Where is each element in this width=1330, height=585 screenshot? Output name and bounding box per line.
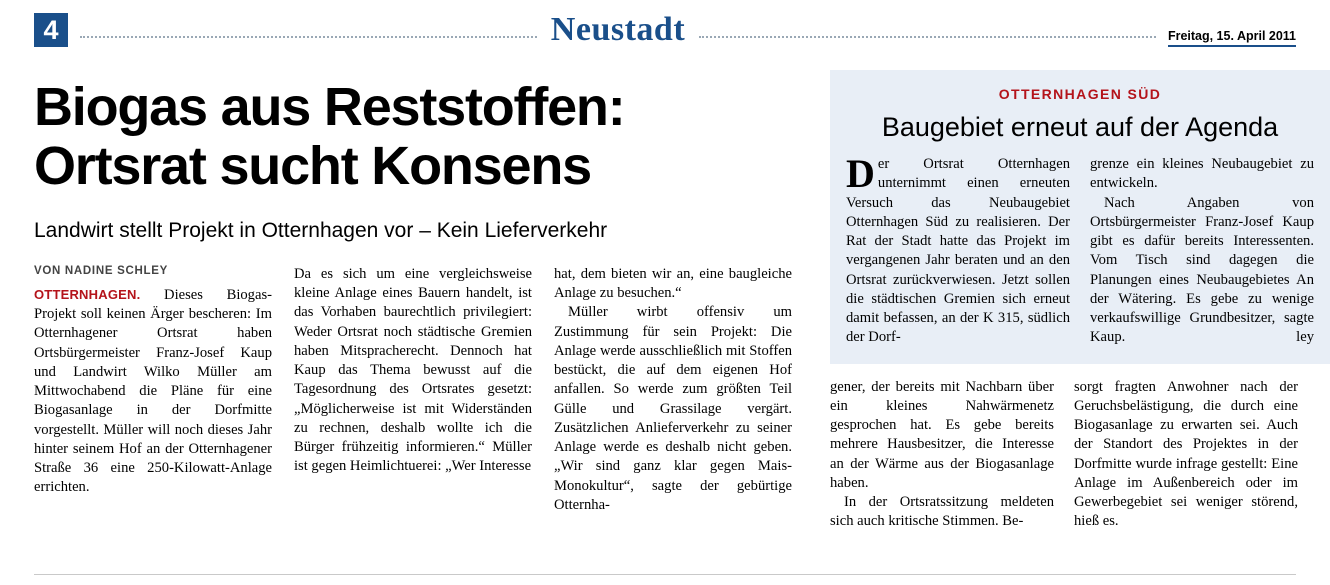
- author-initials: ley: [1296, 329, 1314, 346]
- dotted-rule-left: [80, 35, 537, 38]
- continuation-column-2: [1074, 378, 1298, 532]
- paragraph: sorgt fragten Anwohner nach der Geruchsbelästigung, die durch eine Biogasanlage zu erwarten sei. Auch der Standort des Projektes in der Dorfmitte wurde infrage gestellt: Eine Anlage im Außenbereich oder im Gewerbegebiet sei weniger störend, hieß es.: [1074, 378, 1298, 530]
- masthead: [34, 0, 1296, 60]
- issue-date: Freitag, 15. April 2011: [1168, 29, 1296, 47]
- box-column-1: [846, 151, 1070, 348]
- box-kicker: OTTERNHAGEN SÜD: [998, 86, 1162, 102]
- main-subheadline: Landwirt stellt Projekt in Otternhagen vor – Kein Lieferverkehr: [34, 218, 608, 242]
- box-article: [830, 70, 1330, 364]
- page-bottom-rule: [34, 574, 1296, 575]
- box-headline: Baugebiet erneut auf der Agenda: [881, 112, 1279, 142]
- paragraph: Müller wirbt offensiv um Zustimmung für sein Projekt: Die Anlage werde ausschließlich mit Stoffen bestückt, die auf dem eigenen Hof anfallen. So werde zum größten Teil Gülle und Grassilage vergärt. Zusätzlichen Anlieferverkehr zu seiner Anlage werde es deshalb nicht geben. „Wir sind ganz klar gegen Mais-Monokultur“, sagte der gebürtige Otternha-: [554, 304, 792, 513]
- continuation-columns: [830, 378, 1330, 532]
- article-column-3: [554, 265, 792, 515]
- main-headline-line-1: Biogas aus Reststoffen:: [34, 77, 625, 137]
- lead-place: OTTERNHAGEN.: [34, 286, 141, 302]
- paragraph: In der Ortsratssitzung meldeten sich auch kritische Stimmen. Be-: [830, 494, 1054, 530]
- paragraph: Da es sich um eine vergleichsweise kleine Anlage eines Bauern handelt, ist das Vorhaben baurechtlich privilegiert: Weder Ortsrat noch städtische Gremien haben Mitspracherecht. Dennoch hat Kaup das Thema bewusst auf die Tagesordnung des Ortsrates gesetzt: „Möglicherweise ist mit Widerständen zu rechnen, deshalb wollte ich die Bürger frühzeitig informieren.“ Müller ist gegen Heimlichtuerei: „Wer Interesse: [294, 265, 532, 475]
- paragraph-text: Nach Angaben von Ortsbürgermeister Franz-Josef Kaup gibt es dafür bereits Interessenten. Vom Tisch sind dagegen die Planungen eines Neubaugebietes An der Wätering. Es gebe zu wenige verkaufswillige Grundbesitzer, sagte Kaup.: [1090, 194, 1314, 346]
- paragraph: gener, der bereits mit Nachbarn über ein kleines Nahwärmenetz gesprochen hat. Es gebe bereits mehrere Hausbesitzer, die Interesse an der Wärme aus der Biogasanlage haben.: [830, 378, 1054, 491]
- paragraph-text: Dieses Biogas-Projekt soll keinen Ärger bescheren: Im Otternhagener Ortsrat haben Ortsbürgermeister Franz-Josef Kaup und Landwirt Wilko Müller am Mittwochabend die Pläne für eine Biogasanlage in der Dorfmitte vorgestellt. Müller will noch dieses Jahr hinter seinem Hof an der Otternhagener Straße 36 eine 250-Kilowatt-Anlage errichten.: [34, 286, 272, 496]
- main-article: [34, 70, 794, 532]
- main-headline-line-2: Ortsrat sucht Konsens: [34, 135, 591, 196]
- section-title: Neustadt: [550, 11, 686, 48]
- paragraph: [1090, 194, 1314, 348]
- paragraph: grenze ein kleines Neubaugebiet zu entwickeln.: [1090, 156, 1314, 192]
- paragraph: hat, dem bieten wir an, eine baugleiche Anlage zu besuchen.“: [554, 265, 792, 302]
- dotted-rule-right: [699, 35, 1156, 38]
- byline: VON NADINE SCHLEY: [34, 264, 168, 277]
- main-headline: [34, 78, 794, 196]
- box-column-2: [1090, 155, 1314, 348]
- sidebar-article-area: [830, 70, 1330, 532]
- paragraph: Der Ortsrat Otternhagen unternimmt einen erneuten Versuch das Neubaugebiet Otternhagen Süd zu realisieren. Der Rat der Stadt hatte das Projekt im vergangenen Jahr beraten und an den Ortsrat zurückverwiesen. Jetzt sollen die städtischen Gremien sich erneut damit befassen, an der K 315, südlich der Dorf-: [846, 151, 1070, 346]
- page-number: 4: [34, 13, 68, 47]
- box-article-columns: [846, 151, 1314, 348]
- main-article-columns: [34, 265, 794, 515]
- continuation-column-1: [830, 378, 1054, 532]
- article-column-1: [34, 265, 272, 515]
- page-body: [34, 70, 1314, 532]
- paragraph: [34, 286, 272, 498]
- article-column-2: [294, 265, 532, 515]
